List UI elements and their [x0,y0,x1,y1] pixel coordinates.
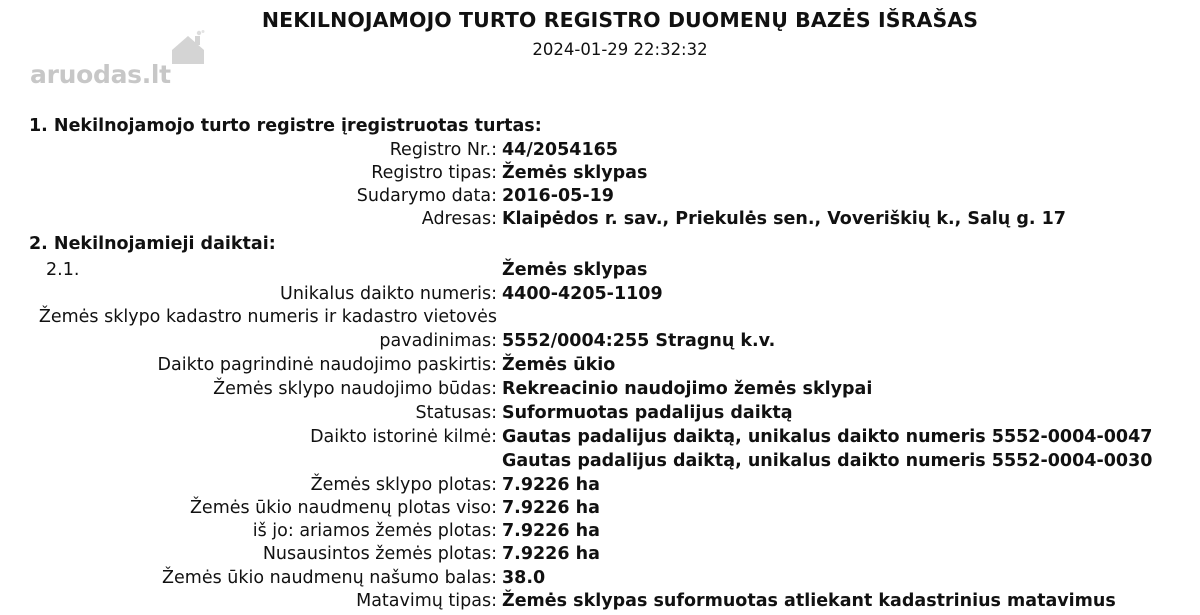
field-label: iš jo: ariamos žemės plotas: [252,521,497,541]
document-timestamp: 2024-01-29 22:32:32 [532,40,708,59]
field-label: Registro Nr.: [389,140,497,160]
item-title: Žemės sklypas [502,260,648,280]
field-origin [0,427,1200,450]
field-farmland-total [0,498,1200,521]
field-value: 7.9226 ha [502,521,600,541]
field-value: Žemės sklypas [502,163,648,183]
field-label: Daikto pagrindinė naudojimo paskirtis: [157,355,497,375]
field-label: Sudarymo data: [356,186,497,206]
field-registry-number [0,140,1200,163]
field-value: Rekreacinio naudojimo žemės sklypai [502,379,873,399]
field-label: Žemės sklypo kadastro numeris ir kadastro vietovės [38,307,497,327]
item-number: 2.1. [46,260,80,280]
field-value: Žemės ūkio [502,355,616,375]
field-value: 7.9226 ha [502,475,600,495]
field-label: Žemės sklypo naudojimo būdas: [213,379,497,399]
field-label: pavadinimas: [379,331,497,351]
field-value: 44/2054165 [502,140,618,160]
field-label: Statusas: [415,403,497,423]
field-unique-number [0,284,1200,307]
field-label: Adresas: [421,209,497,229]
field-drained [0,544,1200,567]
field-label: Daikto istorinė kilmė: [310,427,497,447]
field-purpose [0,355,1200,378]
section-1-heading: 1. Nekilnojamojo turto registre įregistruotas turtas: [29,116,542,136]
field-value: Žemės sklypas suformuotas atliekant kadastrinius matavimus [502,591,1116,611]
field-value: 38.0 [502,568,546,588]
field-label: Nusausintos žemės plotas: [262,544,497,564]
item-header [0,260,1200,283]
field-value: 2016-05-19 [502,186,614,206]
field-value: 4400-4205-1109 [502,284,663,304]
field-value: Klaipėdos r. sav., Priekulės sen., Voveriškių k., Salų g. 17 [502,209,1066,229]
field-label: Žemės ūkio naudmenų plotas viso: [189,498,497,518]
field-value: Suformuotas padalijus daiktą [502,403,793,423]
field-measurement [0,591,1200,614]
field-area [0,475,1200,498]
field-arable [0,521,1200,544]
field-value: Gautas padalijus daiktą, unikalus daikto numeris 5552-0004-0030 [502,451,1153,471]
section-2-heading: 2. Nekilnojamieji daiktai: [29,234,276,254]
house-chimney-icon [168,30,208,66]
field-value: Gautas padalijus daiktą, unikalus daikto numeris 5552-0004-0047 [502,427,1153,447]
field-label: Registro tipas: [371,163,497,183]
field-origin-continued [0,451,1200,474]
document-title: NEKILNOJAMOJO TURTO REGISTRO DUOMENŲ BAZĖS IŠRAŠAS [261,8,979,32]
field-value: 7.9226 ha [502,498,600,518]
field-usage [0,379,1200,402]
field-address [0,209,1200,232]
aruodas-logo [28,28,208,92]
field-productivity [0,568,1200,591]
field-value: 5552/0004:255 Stragnų k.v. [502,331,776,351]
field-value: 7.9226 ha [502,544,600,564]
field-registry-type [0,163,1200,186]
field-creation-date [0,186,1200,209]
field-cadastral [0,331,1200,354]
field-label: Matavimų tipas: [356,591,497,611]
field-cadastral-label-line1 [0,307,1200,330]
field-label: Žemės ūkio naudmenų našumo balas: [162,568,497,588]
field-label: Unikalus daikto numeris: [280,284,497,304]
field-status [0,403,1200,426]
field-label: Žemės sklypo plotas: [310,475,497,495]
logo-text: aruodas.lt [30,60,171,89]
